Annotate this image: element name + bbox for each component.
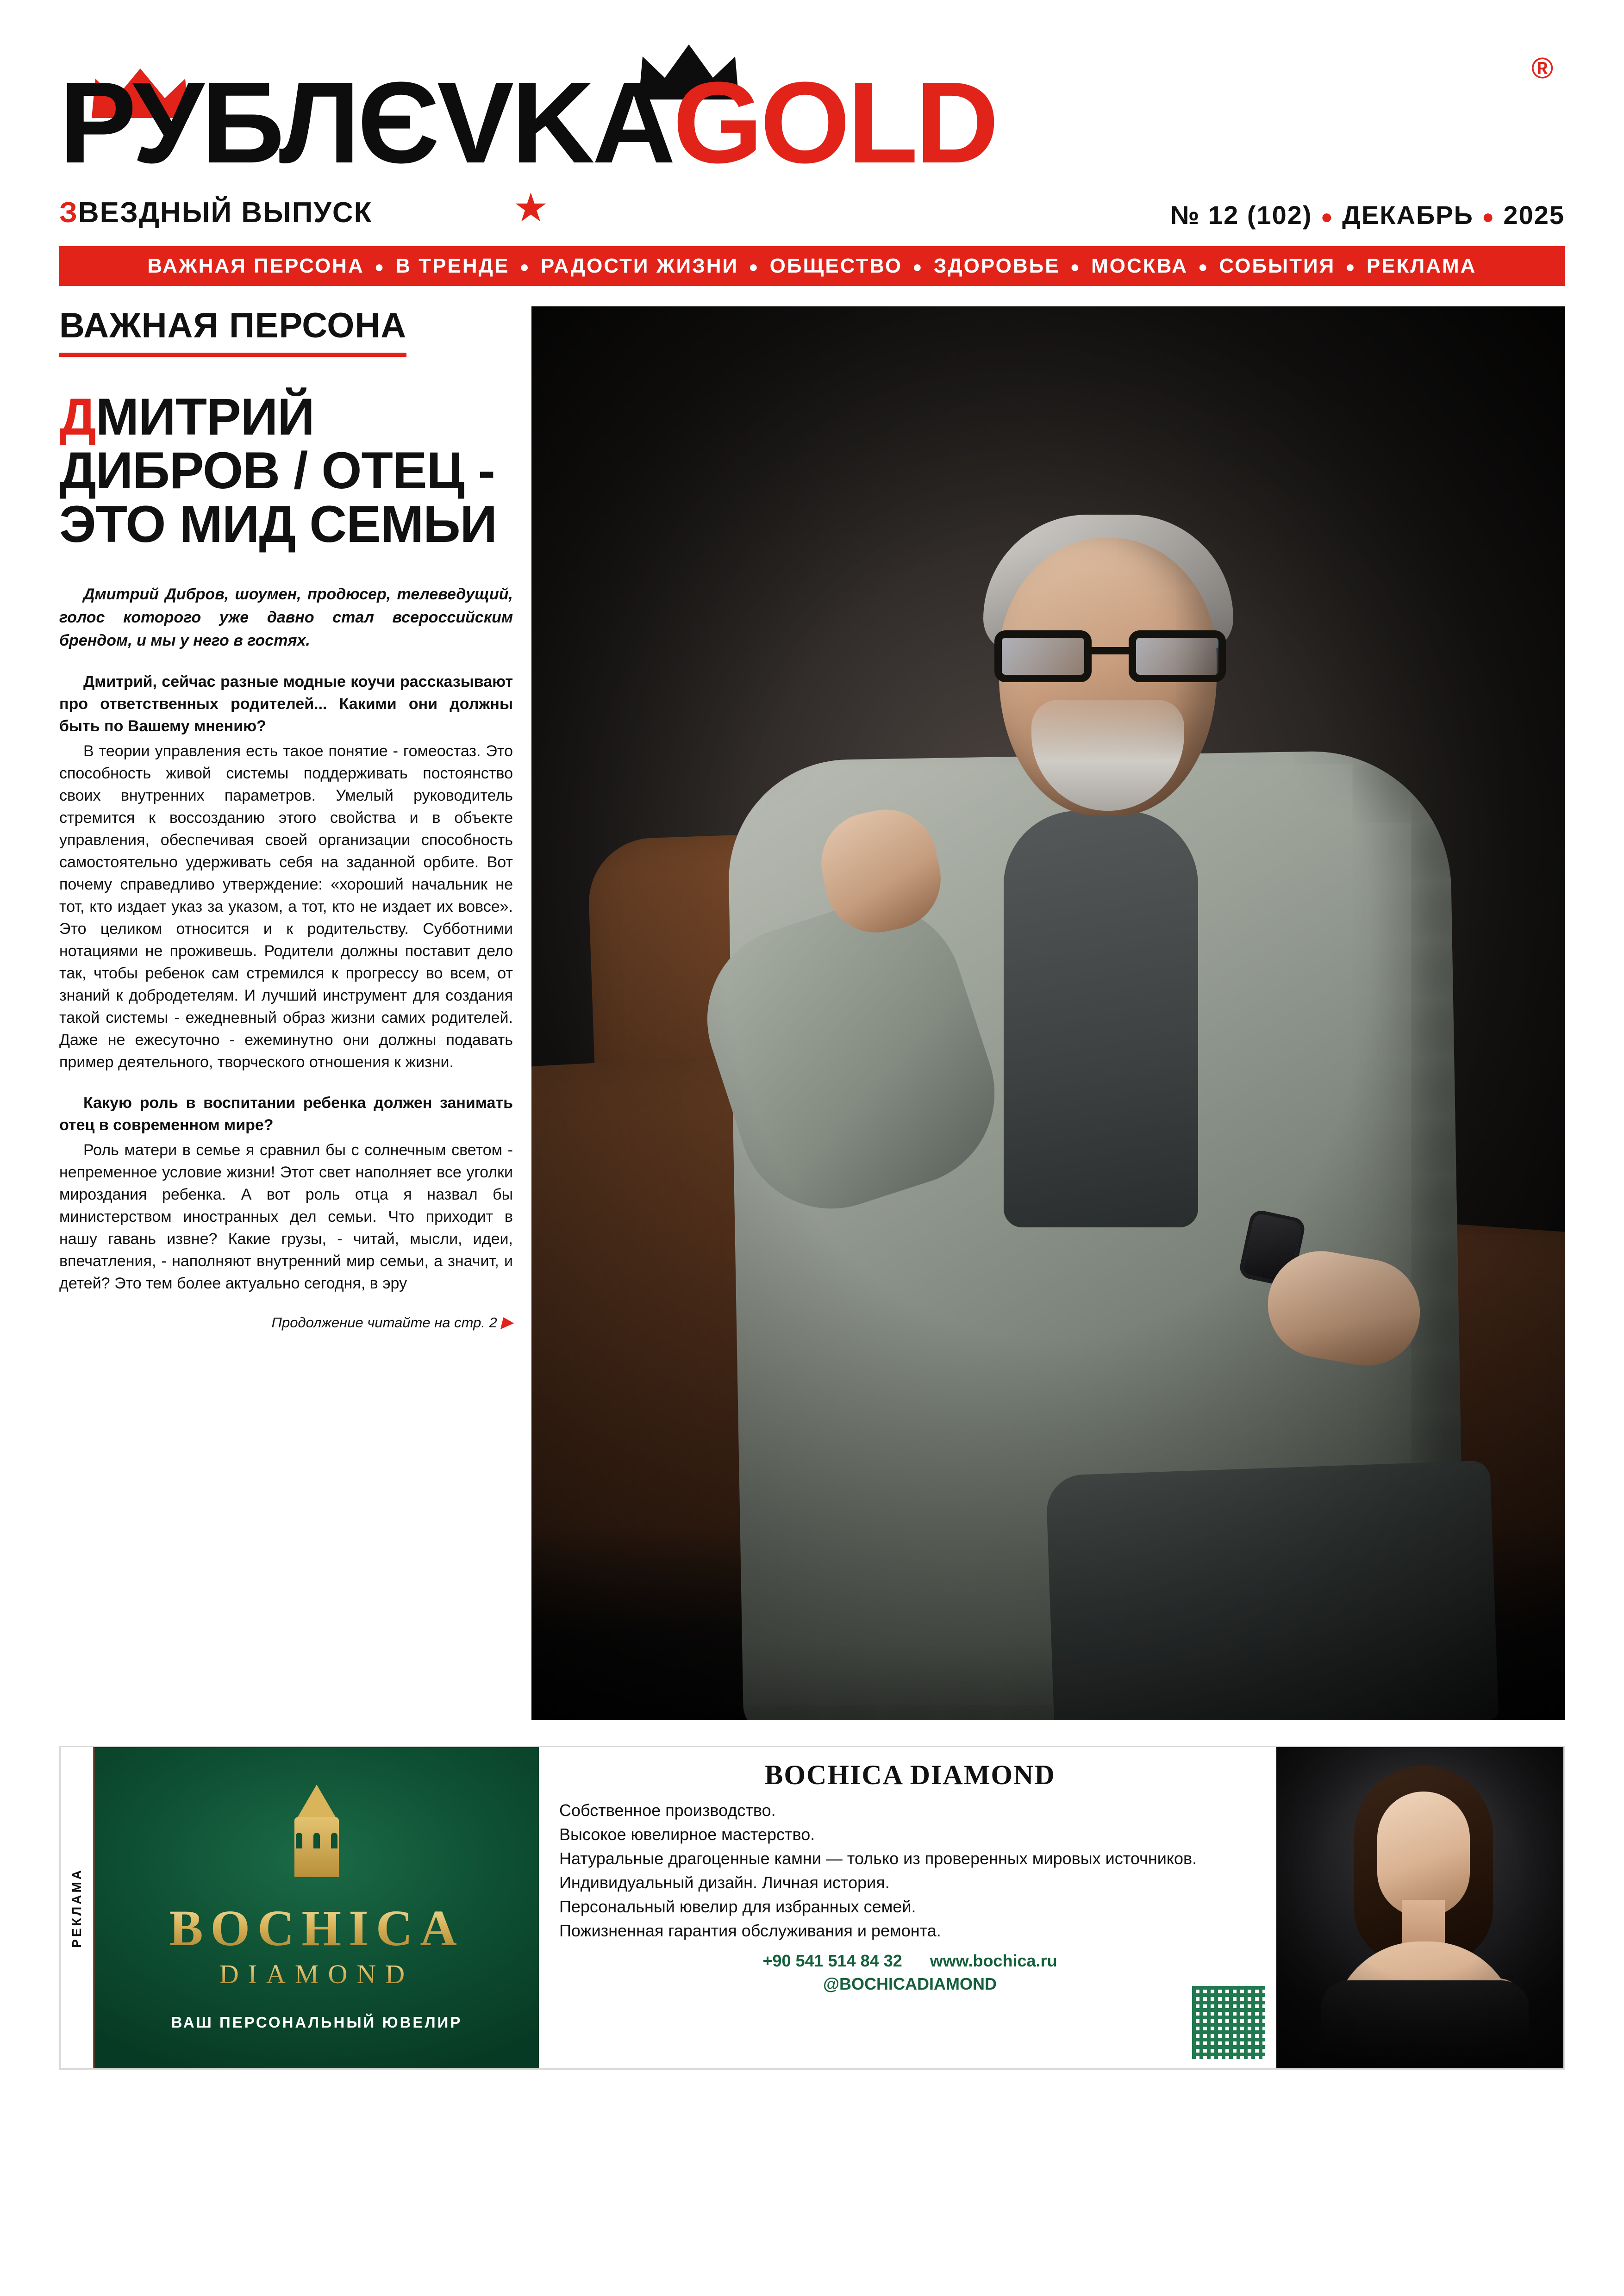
issue-month: ДЕКАБРЬ <box>1342 200 1474 230</box>
ad-brand-name: BOCHICA <box>169 1899 464 1956</box>
photo-column <box>531 306 1565 1732</box>
article-headline <box>59 390 513 551</box>
ad-bullet-2: Высокое ювелирное мастерство. <box>559 1825 815 1844</box>
issue-sep-1: ● <box>1320 205 1334 229</box>
issue-sep-2: ● <box>1481 205 1495 229</box>
section-nav-list <box>148 255 1477 278</box>
logo-row <box>59 32 1565 190</box>
ad-bullet-1: Собственное производство. <box>559 1801 776 1820</box>
ad-website[interactable]: www.bochica.ru <box>930 1951 1057 1970</box>
article-photo <box>531 306 1565 1720</box>
tagline-rest: ВЕЗДНЫЙ ВЫПУСК <box>78 197 373 229</box>
nav-item-vazhnaya-persona[interactable]: ВАЖНАЯ ПЕРСОНА <box>147 255 364 277</box>
ad-bullet-4: Индивидуальный дизайн. Личная история. <box>559 1873 890 1892</box>
ad-bullet-5: Персональный ювелир для избранных семей. <box>559 1897 916 1916</box>
nav-sep: ● <box>912 258 924 276</box>
triangle-right-icon: ▶ <box>500 1313 513 1331</box>
section-nav-bar <box>59 246 1565 286</box>
ad-phone[interactable]: +90 541 514 84 32 <box>762 1951 902 1970</box>
issue-year: 2025 <box>1503 200 1565 230</box>
headline-drop-cap: Д <box>59 388 96 446</box>
nav-item-sobytiya[interactable]: СОБЫТИЯ <box>1219 255 1336 277</box>
tower-icon <box>282 1785 351 1891</box>
issue-number: № 12 (102) <box>1170 200 1312 230</box>
masthead-subrow <box>59 186 1565 241</box>
nav-item-radosti-zhizni[interactable]: РАДОСТИ ЖИЗНИ <box>540 255 739 277</box>
article-answer-2: Роль матери в семье я сравнил бы с солнечным светом - непременное условие жизни! Этот свет наполняет все уголки мироздания ребенка. А вот роль отца я назвал бы министерством иностранных дел семьи. Что приходит в нашу гавань извне? Какие грузы, - читай, мысли, идеи, впечатления, - наполняют внутренний мир семьи, а значит, и детей? Это тем более актуально сегодня, в эру <box>59 1141 513 1292</box>
nav-item-moskva[interactable]: МОСКВА <box>1091 255 1188 277</box>
advertisement-block[interactable] <box>59 1746 1565 2070</box>
ad-bullet-3: Натуральные драгоценные камни — только из проверенных мировых источников. <box>559 1849 1197 1868</box>
logo-part3: GOLD <box>673 58 996 187</box>
nav-sep: ● <box>519 258 531 276</box>
article-question-1: Дмитрий, сейчас разные модные коучи рассказывают про ответственных родителей... Какими они должны быть по Вашему мнению? <box>59 673 513 735</box>
ad-photo-vignette <box>1276 1747 1563 2068</box>
ad-title: BOCHICA DIAMOND <box>764 1760 1056 1790</box>
ad-instagram[interactable]: @BOCHICADIAMOND <box>823 1974 997 1993</box>
jump-text: Продолжение читайте на стр. 2 <box>271 1314 497 1331</box>
nav-sep: ● <box>1070 258 1081 276</box>
ad-model-photo <box>1276 1747 1563 2068</box>
article-jump-line[interactable] <box>59 1313 513 1332</box>
ad-brand-sub: DIAMOND <box>219 1959 414 1989</box>
article-lead: Дмитрий Дибров, шоумен, продюсер, телеведущий, голос которого уже давно стал всероссийским брендом, и мы у него в гостях. <box>59 585 513 649</box>
headline-rest: МИТРИЙ ДИБРОВ / ОТЕЦ - ЭТО МИД СЕМЬИ <box>59 388 497 553</box>
article-question-2: Какую роль в воспитании ребенка должен занимать отец в современном мире? <box>59 1094 513 1134</box>
ad-brand-tagline: ВАШ ПЕРСОНАЛЬНЫЙ ЮВЕЛИР <box>171 2013 462 2031</box>
nav-item-v-trende[interactable]: В ТРЕНДЕ <box>395 255 510 277</box>
article-column <box>59 306 531 1732</box>
issue-info <box>1170 200 1565 230</box>
nav-item-zdorove[interactable]: ЗДОРОВЬЕ <box>933 255 1060 277</box>
nav-item-obshchestvo[interactable]: ОБЩЕСТВО <box>769 255 903 277</box>
masthead <box>59 0 1565 241</box>
ad-copy-panel <box>539 1747 1276 2068</box>
nav-sep: ● <box>749 258 760 276</box>
logo-part2: ЄVKA <box>357 58 673 187</box>
tagline-first-letter: З <box>59 197 78 229</box>
article-answer-1: В теории управления есть такое понятие - гомеостаз. Это способность живой системы поддерживать постоянство своих внутренних параметров. Умелый руководитель стремится к воссозданию этого свойства и в объекте управления, обеспечивая своей организации способность самостоятельно удерживать себя на заданной орбите. Вот почему справедливо утверждение: «хороший начальник не тот, кто издает указ за указом, а тот, кто не издает их вовсе». Это целиком относится и к родительству. Субботними нотациями не проживешь. Родители должны поставит дело так, чтобы ребенок сам стремился к прогрессу во всем, от знаний к добродетелям. И лучший инструмент для создания такой системы - ежедневный образ жизни самих родителей. Даже не ежесуточно - ежеминутно они должны подавать пример деятельного, творческого отношения к жизни. <box>59 742 513 1071</box>
ad-bullet-6: Пожизненная гарантия обслуживания и ремонта. <box>559 1921 941 1940</box>
main-content <box>59 306 1565 1732</box>
registered-mark-icon: ® <box>1531 51 1554 85</box>
photo-vignette <box>531 306 1565 1720</box>
nav-sep: ● <box>1198 258 1209 276</box>
star-icon: ★ <box>513 186 549 230</box>
nav-sep: ● <box>1345 258 1356 276</box>
qr-code-icon[interactable] <box>1189 1983 1268 2062</box>
publication-logo <box>59 58 996 187</box>
tagline <box>59 196 372 229</box>
ad-logo-panel <box>94 1747 539 2068</box>
nav-item-reklama[interactable]: РЕКЛАМА <box>1366 255 1477 277</box>
logo-part1: РУБЛ <box>59 58 357 187</box>
ad-label: РЕКЛАМА <box>69 1867 84 1948</box>
ad-contact-row <box>559 1951 1261 1971</box>
article-rubric: ВАЖНАЯ ПЕРСОНА <box>59 306 406 357</box>
nav-sep: ● <box>374 258 386 276</box>
ad-label-strip <box>61 1747 94 2068</box>
